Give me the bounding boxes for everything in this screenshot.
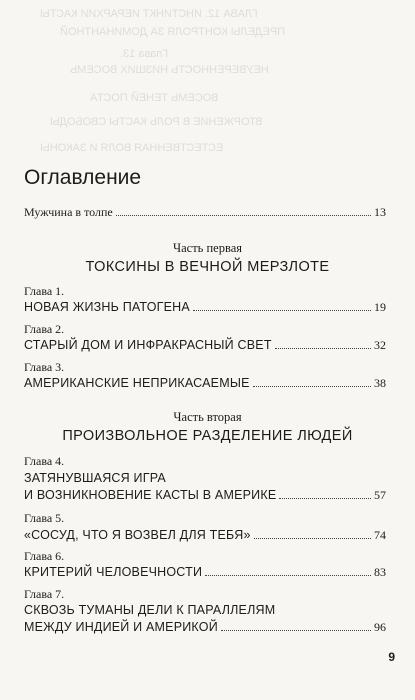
chapter-label: Глава 4.	[24, 454, 65, 468]
entry-page: 13	[374, 205, 386, 219]
dot-leader	[205, 575, 371, 576]
toc-heading: Оглавление	[24, 166, 142, 189]
dot-leader	[279, 498, 371, 499]
chapter-label: Глава 1.	[24, 284, 65, 298]
part-label: Часть вторая	[173, 410, 242, 424]
toc-entry-chapter-1[interactable]	[24, 300, 386, 315]
toc-entry-chapter-6[interactable]	[24, 565, 386, 580]
chapter-page: 83	[374, 565, 386, 579]
toc-entry-chapter-2[interactable]	[24, 338, 386, 353]
chapter-page: 57	[374, 488, 386, 502]
chapter-label: Глава 6.	[24, 549, 65, 563]
chapter-label: Глава 7.	[24, 587, 65, 601]
chapter-page: 74	[374, 528, 386, 542]
chapter-title: КРИТЕРИЙ ЧЕЛОВЕЧНОСТИ	[24, 565, 203, 579]
dot-leader	[253, 386, 371, 387]
chapter-page: 96	[374, 620, 386, 634]
dot-leader	[221, 630, 371, 631]
toc-entry-chapter-5[interactable]	[24, 528, 386, 543]
toc-entry-chapter-4[interactable]	[24, 488, 386, 503]
chapter-page: 19	[374, 300, 386, 314]
chapter-label: Глава 3.	[24, 360, 65, 374]
part-label: Часть первая	[172, 241, 243, 255]
chapter-title: АМЕРИКАНСКИЕ НЕПРИКАСАЕМЫЕ	[24, 376, 250, 390]
toc-entry-chapter-7[interactable]	[24, 620, 386, 635]
toc-entry-intro[interactable]	[24, 205, 386, 220]
chapter-title: «СОСУД, ЧТО Я ВОЗВЕЛ ДЛЯ ТЕБЯ»	[24, 528, 251, 542]
entry-title: Мужчина в толпе	[24, 205, 113, 219]
chapter-title: МЕЖДУ ИНДИЕЙ И АМЕРИКОЙ	[24, 620, 218, 634]
chapter-title-line: ЗАТЯНУВШАЯСЯ ИГРА	[24, 471, 166, 485]
toc-entry-chapter-3[interactable]	[24, 376, 386, 391]
chapter-title: И ВОЗНИКНОВЕНИЕ КАСТЫ В АМЕРИКЕ	[24, 488, 277, 502]
chapter-title: НОВАЯ ЖИЗНЬ ПАТОГЕНА	[24, 300, 190, 314]
chapter-page: 38	[374, 376, 386, 390]
part-title: ТОКСИНЫ В ВЕЧНОЙ МЕРЗЛОТЕ	[85, 259, 330, 275]
dot-leader	[116, 215, 371, 216]
chapter-title-line: СКВОЗЬ ТУМАНЫ ДЕЛИ К ПАРАЛЛЕЛЯМ	[24, 603, 276, 617]
chapter-page: 32	[374, 338, 386, 352]
bleed-through-text: ГЛАВА 12. ИНСТИНКТ ИЕРАРХИИ КАСТЫ ПРЕДЕЛЫ КОНТРОЛЯ ЗА ДОМИНАНТНОЙ Глава 13. НЕУВЕРЕННОСТЬ НИЗШИХ ВОСЕМЬ ВОСЕМЬ ТЕНЕЙ ПОСТА ВТОРЖЕНИЕ В РОЛЬ КАСТЫ СВОБОДЫ ЕСТЕСТВЕННАЯ ВОЛЯ И ЗАКОНЫ	[40, 8, 286, 154]
chapter-label: Глава 2.	[24, 322, 65, 336]
chapter-title: СТАРЫЙ ДОМ И ИНФРАКРАСНЫЙ СВЕТ	[24, 338, 272, 352]
dot-leader	[275, 348, 371, 349]
page-number: 9	[388, 650, 395, 664]
dot-leader	[193, 310, 371, 311]
part-title: ПРОИЗВОЛЬНОЕ РАЗДЕЛЕНИЕ ЛЮДЕЙ	[62, 428, 353, 444]
dot-leader	[254, 538, 371, 539]
chapter-label: Глава 5.	[24, 511, 65, 525]
